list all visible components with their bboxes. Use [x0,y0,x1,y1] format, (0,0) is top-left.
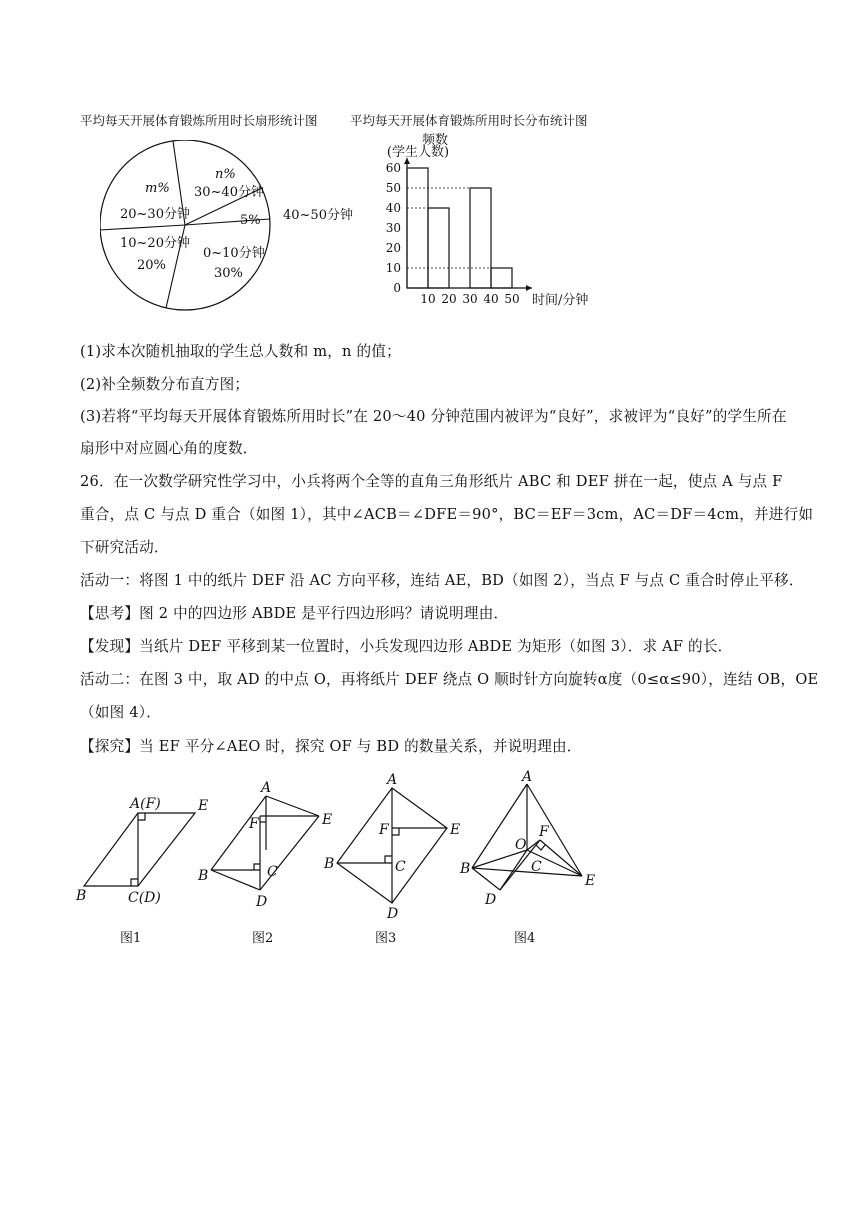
histogram-ylabel-1: 频数 [421,133,449,148]
figure-3 [337,788,447,903]
fig1-label-cd: C(D) [128,890,161,906]
histogram-x-arrow [526,285,532,291]
question-3-line-1: (3)若将“平均每天开展体育锻炼所用时长”在 20～40 分钟范围内被评为“良好”，求被评为“良好”的学生所在 [80,408,787,425]
fig1-caption: 图1 [120,931,142,946]
activity-2-line-2: （如图 4）． [80,704,161,721]
fig1-label-af: A(F) [130,796,161,812]
question-2: (2)补全频数分布直方图； [80,376,250,393]
figure-4 [472,784,582,890]
pie-chart [100,140,360,330]
fig4-label-a: A [522,770,533,785]
discover-prompt: 【发现】当纸片 DEF 平移到某一位置时，小兵发现四边形 ABDE 为矩形（如图 3）．求 AF 的长． [80,638,733,655]
problem-26-line-3: 下研究活动． [80,539,169,556]
pie-label-20-30: 20~30分钟 [120,207,190,222]
histogram-bar [428,208,449,288]
histogram-x-tick-label: 20 [441,292,457,306]
histogram-y-tick-label: 10 [385,261,401,275]
activity-1: 活动一：将图 1 中的纸片 DEF 沿 AC 方向平移，连结 AE，BD（如图 2），当点 F 与点 C 重合时停止平移． [80,572,804,589]
histogram-y-tick-label: 0 [393,281,401,295]
histogram-caption: 平均每天开展体育锻炼所用时长分布统计图 [350,113,588,128]
problem-26-line-1: 26．在一次数学研究性学习中，小兵将两个全等的直角三角形纸片 ABC 和 DEF 拼在一起，使点 A 与点 F [80,473,783,490]
fig3-label-a: A [387,772,398,788]
fig2-label-e: E [322,812,333,828]
fig3-label-f: F [379,822,389,838]
fig3-caption: 图3 [375,931,397,946]
histogram-y-tick-label: 20 [385,241,401,255]
fig4-label-f: F [539,824,549,840]
explore-prompt: 【探究】当 EF 平分∠AEO 时，探究 OF 与 BD 的数量关系，并说明理由． [80,738,582,755]
fig4-label-b: B [460,861,471,877]
histogram-xlabel: 时间/分钟 [532,293,589,308]
fig4-caption: 图4 [514,931,536,946]
pie-label-m: m% [145,181,170,196]
fig4-label-e: E [585,873,596,889]
fig1-label-e: E [198,798,209,814]
fig3-label-d: D [387,906,399,922]
histogram-ylabel-2: (学生人数) [386,145,450,160]
activity-2-line-1: 活动二：在图 3 中，取 AD 的中点 O，再将纸片 DEF 绕点 O 顺时针方向旋转α度（0≤α≤90），连结 OB，OE [80,671,819,688]
question-1: (1)求本次随机抽取的学生总人数和 m，n 的值； [80,343,401,360]
histogram-y-tick-label: 40 [385,201,401,215]
problem-26-line-2: 重合，点 C 与点 D 重合（如图 1），其中∠ACB＝∠DFE＝90°，BC＝EF＝3cm，AC＝DF＝4cm，并进行如 [80,506,814,523]
fig4-label-d: D [485,892,497,908]
histogram-axes [404,158,532,291]
fig2-caption: 图2 [252,931,274,946]
histogram-chart [362,130,602,310]
histogram-x-tick-label: 10 [420,292,436,306]
histogram-bar [491,268,512,288]
histogram-y-tick-label: 50 [385,181,401,195]
histogram-y-tick-label: 30 [385,221,401,235]
figure-1 [84,813,195,886]
geometry-figures [70,770,610,950]
fig4-label-c: C [531,859,542,875]
figure-2 [211,796,319,890]
pie-label-5pct: 5% [240,213,261,228]
histogram-ticks [386,161,520,306]
histogram-bar [470,188,491,288]
histogram-x-tick-label: 30 [462,292,478,306]
fig3-label-b: B [324,856,335,872]
histogram-bars [407,168,512,288]
fig3-label-c: C [395,859,406,875]
histogram-x-tick-label: 50 [504,292,520,306]
pie-label-n: n% [215,167,236,182]
fig3-label-e: E [450,822,461,838]
fig2-label-c: C [267,864,278,880]
pie-label-30-40: 30~40分钟 [194,185,264,200]
pie-caption: 平均每天开展体育锻炼所用时长扇形统计图 [80,113,318,128]
question-3-line-2: 扇形中对应圆心角的度数． [80,440,258,457]
histogram-bar [407,168,428,288]
fig2-label-d: D [256,894,268,910]
fig2-label-f: F [249,816,259,832]
pie-label-10-20: 10~20分钟 [120,236,190,251]
pie-label-0-10: 0~10分钟 [203,246,265,261]
think-prompt: 【思考】图 2 中的四边形 ABDE 是平行四边形吗？请说明理由． [80,605,509,622]
pie-label-40-50: 40~50分钟 [283,208,353,223]
histogram-y-tick-label: 60 [385,161,401,175]
fig4-label-o: O [515,837,527,853]
pie-label-20pct: 20% [137,258,166,273]
fig2-label-b: B [198,868,209,884]
fig2-label-a: A [261,780,272,796]
fig1-label-b: B [76,888,87,904]
pie-label-30pct: 30% [214,266,243,281]
histogram-x-tick-label: 40 [483,292,499,306]
pie-divider [100,225,185,230]
